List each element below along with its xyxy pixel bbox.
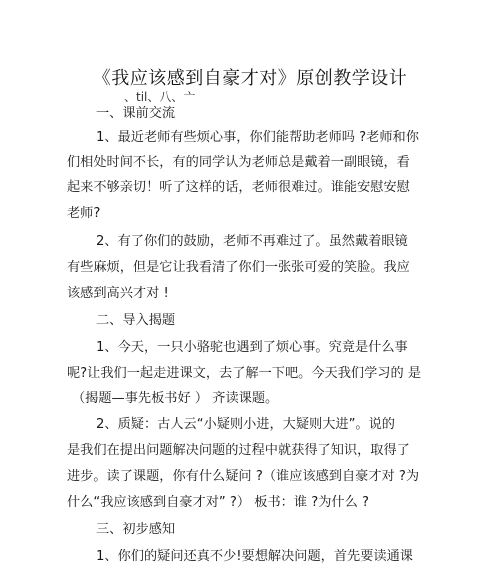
paragraph-line: 进步。读了课题，你有什么疑问 ?（谁应该感到自豪才对 ?为 [67,469,420,484]
paragraph-line: 2、有了你们的鼓励，老师不再难过了。虽然戴着眼镜 [96,234,408,249]
paragraph-line: 2、质疑：古人云“小疑则小进，大疑则大进”。说的 [96,417,395,432]
paragraph-line: 们相处时间不长，有的同学认为老师总是戴着一副眼镜，看 [67,155,410,170]
paragraph-line: 该感到高兴才对 ! [67,286,169,301]
paragraph-line: 呢?让我们一起走进课文，去了解一下吧。今天我们学习的 是 [67,366,422,381]
section-heading-3: 三、初步感知 [96,522,176,537]
scan-artifact-text: 、til、八、亠 [124,90,196,104]
paragraph-line: 起来不够亲切！听了这样的话，老师很难过。谁能安慰安慰 [67,180,410,195]
paragraph-line: 什么“我应该感到自豪才对” ?） 板书：谁 ?为什么 ? [67,495,369,510]
paragraph-line: 1、最近老师有些烦心事，你们能帮助老师吗 ?老师和你 [96,130,419,145]
document-title: 《我应该感到自豪才对》原创教学设计 [92,68,408,89]
paragraph-line: 1、你们的疑问还真不少!要想解决问题，首先要读通课 [96,549,413,564]
section-heading-1: 一、课前交流 [96,106,176,121]
paragraph-line: 是我们在提出问题解决问题的过程中就获得了知识，取得了 [67,443,410,458]
paragraph-line: 1、今天，一只小骆驼也遇到了烦心事。究竟是什么事 [96,340,408,355]
paragraph-line: 老师? [67,206,101,221]
section-heading-2: 二、导入揭题 [96,313,176,328]
paragraph-line: （揭题—事先板书好 ） 齐读课题。 [72,391,279,406]
paragraph-line: 有些麻烦，但是它让我看清了你们一张张可爱的笑脸。我应 [67,260,410,275]
